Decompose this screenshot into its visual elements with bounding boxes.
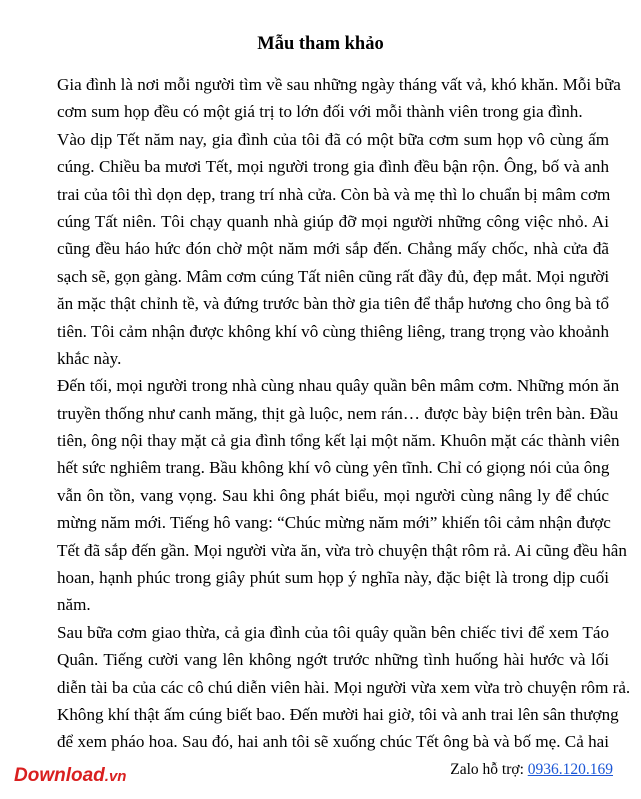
zalo-label: Zalo hỗ trợ:: [450, 761, 528, 778]
logo-suffix-text: .vn: [104, 768, 127, 785]
text-line: Vào dịp Tết năm nay, gia đình của tôi đã có một bữa cơm sum họp vô cùng ấm: [57, 129, 609, 149]
text-line: vẫn ôn tồn, vang vọng. Sau khi ông phát biểu, mọi người cùng nâng ly để chúc: [57, 485, 609, 505]
text-line: khắc này.: [57, 348, 122, 368]
text-line: năm.: [57, 595, 91, 615]
body-text: [57, 71, 631, 756]
text-line: ăn mặc thật chỉnh tề, và đứng trước bàn thờ gia tiên để thắp hương cho ông bà tổ: [57, 294, 609, 314]
text-line: hết sức nghiêm trang. Bầu không khí vô cùng yên tĩnh. Chỉ có giọng nói của ông: [57, 458, 610, 478]
text-line: Không khí thật ấm cúng biết bao. Đến mười hai giờ, tôi và anh trai lên sân thượng: [57, 704, 619, 724]
text-line: cũng đều háo hức đón chờ một năm mới sắp đến. Chẳng mấy chốc, nhà cửa đã: [57, 239, 609, 259]
text-line: trai của tôi thì dọn dẹp, trang trí nhà cửa. Còn bà và mẹ thì lo chuẩn bị mâm cơm: [57, 184, 611, 204]
page-title: Mẫu tham khảo: [257, 34, 384, 54]
text-line: sạch sẽ, gọn gàng. Mâm cơm cúng Tất niên cũng rất đầy đủ, đẹp mắt. Mọi người: [57, 266, 610, 286]
logo-main-text: Download: [14, 765, 105, 786]
text-line: diễn tài ba của các cô chú diễn viên hài. Mọi người vừa xem vừa trò chuyện rôm rả.: [57, 677, 631, 697]
text-line: cúng Tất niên. Tôi chạy quanh nhà giúp đỡ mọi người những công việc nhỏ. Ai: [57, 211, 609, 231]
text-line: tiên. Tôi cảm nhận được không khí vô cùng thiêng liêng, trang trọng vào khoảnh: [57, 321, 609, 341]
text-line: Đến tối, mọi người trong nhà cùng nhau quây quần bên mâm cơm. Những món ăn: [57, 376, 620, 396]
text-line: để xem pháo hoa. Sau đó, hai anh tôi sẽ xuống chúc Tết ông bà và bố mẹ. Cả hai: [57, 732, 609, 752]
text-line: mừng năm mới. Tiếng hô vang: “Chúc mừng năm mới” khiến tôi cảm nhận được: [57, 513, 611, 533]
zalo-phone-link[interactable]: 0936.120.169: [527, 761, 613, 778]
text-line: truyền thống như canh măng, thịt gà luộc, nem rán… được bày biện trên bàn. Đầu: [57, 403, 619, 423]
text-line: Sau bữa cơm giao thừa, cả gia đình của tôi quây quần bên chiếc tivi để xem Táo: [57, 622, 609, 642]
text-line: hoan, hạnh phúc trong giây phút sum họp ý nghĩa này, đặc biệt là trong dịp cuối: [57, 568, 609, 588]
text-line: cúng. Chiều ba mươi Tết, mọi người trong gia đình đều bận rộn. Ông, bố và anh: [57, 157, 609, 177]
text-line: Tết đã sắp đến gần. Mọi người vừa ăn, vừa trò chuyện thật rôm rả. Ai cũng đều hân: [57, 540, 627, 560]
text-line: Quân. Tiếng cười vang lên không ngớt trước những tình huống hài hước và lối: [57, 650, 609, 670]
zalo-support: [450, 760, 613, 780]
download-vn-logo[interactable]: [14, 765, 126, 788]
text-line: Gia đình là nơi mỗi người tìm về sau những ngày tháng vất vả, khó khăn. Mỗi bữa: [57, 75, 621, 94]
text-line: tiên, ông nội thay mặt cả gia đình tổng kết lại một năm. Khuôn mặt các thành viên: [57, 431, 620, 451]
text-line: cơm sum họp đều có một giá trị to lớn đối với mỗi thành viên trong gia đình.: [57, 102, 583, 122]
